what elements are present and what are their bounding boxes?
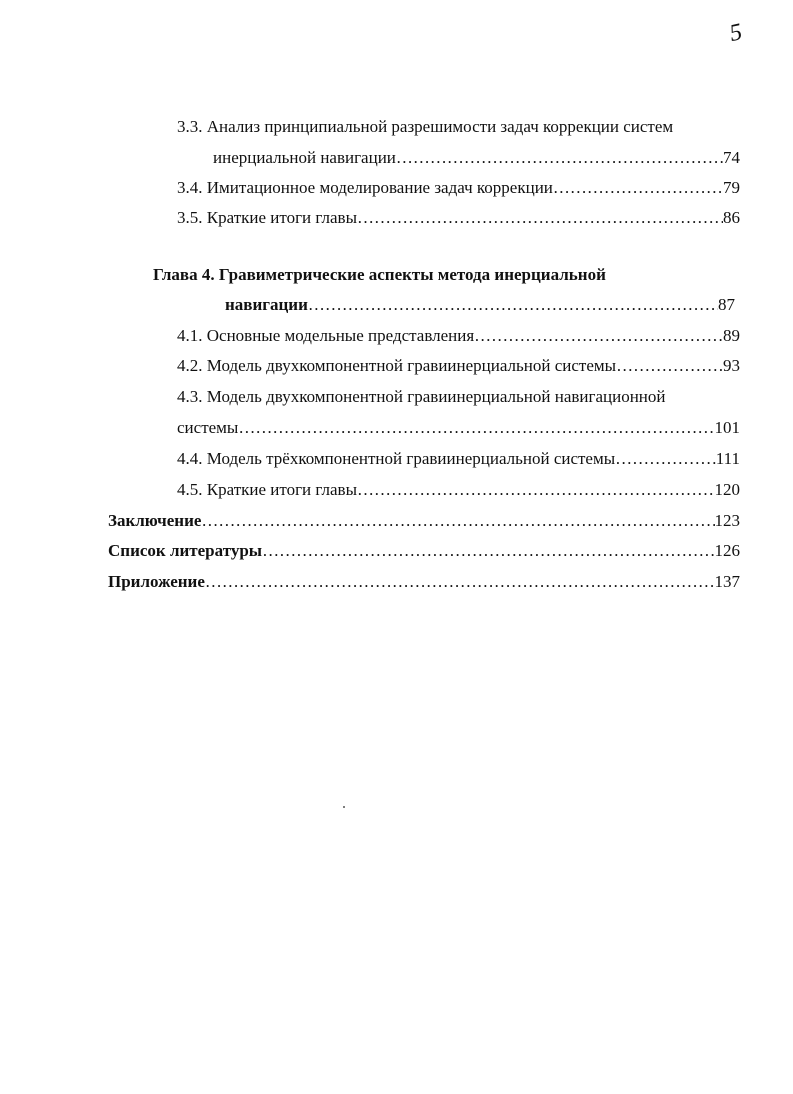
toc-entry-4-3-line1 (177, 382, 666, 412)
toc-references[interactable] (108, 536, 740, 566)
toc-page-number: 93 (723, 356, 740, 375)
toc-entry-text: 4.5. Краткие итоги главы (177, 480, 357, 499)
toc-entry-text: 3.4. Имитационное моделирование задач коррекции (177, 178, 553, 197)
toc-page-number: 74 (723, 148, 740, 167)
toc-page-number: 111 (715, 449, 740, 468)
toc-page-number: 123 (714, 511, 740, 530)
toc-appendix[interactable] (108, 567, 740, 597)
toc-page-number: 89 (723, 326, 740, 345)
dot-leader (553, 173, 723, 203)
toc-entry-text: инерциальной навигации (213, 148, 396, 167)
toc-entry-3-5[interactable] (177, 203, 740, 233)
toc-entry-text: 4.3. Модель двухкомпонентной гравиинерциальной навигационной (177, 387, 666, 406)
toc-page-number: 86 (723, 208, 740, 227)
toc-page-number: 137 (714, 572, 740, 591)
dot-leader (201, 506, 714, 536)
toc-entry-text: 3.3. Анализ принципиальной разрешимости задач коррекции систем (177, 117, 674, 136)
toc-entry-text: Приложение (108, 572, 205, 591)
toc-entry-text: навигации (225, 295, 308, 314)
dot-leader (616, 351, 723, 381)
toc-page-number: 126 (714, 541, 740, 560)
dot-leader (357, 203, 723, 233)
toc-entry-text: 4.1. Основные модельные представления (177, 326, 475, 345)
toc-page-number: 101 (714, 418, 740, 437)
toc-entry-text: Заключение (108, 511, 202, 530)
dot-leader (357, 475, 715, 505)
scan-speck (343, 806, 345, 808)
toc-entry-text: 4.2. Модель двухкомпонентной гравиинерциальной системы (177, 356, 617, 375)
toc-entry-text: Глава 4. Гравиметрические аспекты метода инерциальной (153, 265, 606, 284)
page-number: 5 (727, 19, 745, 47)
toc-entry-text: Список литературы (108, 541, 263, 560)
dot-leader (474, 321, 723, 351)
dot-leader (262, 536, 714, 566)
toc-page-number: 79 (723, 178, 740, 197)
dot-leader (615, 444, 716, 474)
dot-leader (396, 143, 723, 173)
toc-entry-3-3-line1 (177, 112, 673, 142)
toc-conclusion[interactable] (108, 506, 740, 536)
toc-chapter-4[interactable] (225, 290, 735, 320)
toc-entry-4-5[interactable] (177, 475, 740, 505)
toc-entry-text: 3.5. Краткие итоги главы (177, 208, 357, 227)
dot-leader (205, 567, 715, 597)
toc-entry-text: 4.4. Модель трёхкомпонентной гравиинерциальной системы (177, 449, 616, 468)
toc-entry-4-4[interactable] (177, 444, 740, 474)
toc-page-number: 87 (718, 295, 735, 314)
toc-entry-4-1[interactable] (177, 321, 740, 351)
toc-page-number: 120 (714, 480, 740, 499)
toc-entry-text: системы (177, 418, 239, 437)
toc-entry-3-3[interactable] (213, 143, 740, 173)
toc-chapter-4-line1 (153, 260, 606, 290)
dot-leader (308, 290, 718, 320)
toc-entry-3-4[interactable] (177, 173, 740, 203)
toc-entry-4-3[interactable] (177, 413, 740, 443)
dot-leader (238, 413, 714, 443)
toc-entry-4-2[interactable] (177, 351, 740, 381)
